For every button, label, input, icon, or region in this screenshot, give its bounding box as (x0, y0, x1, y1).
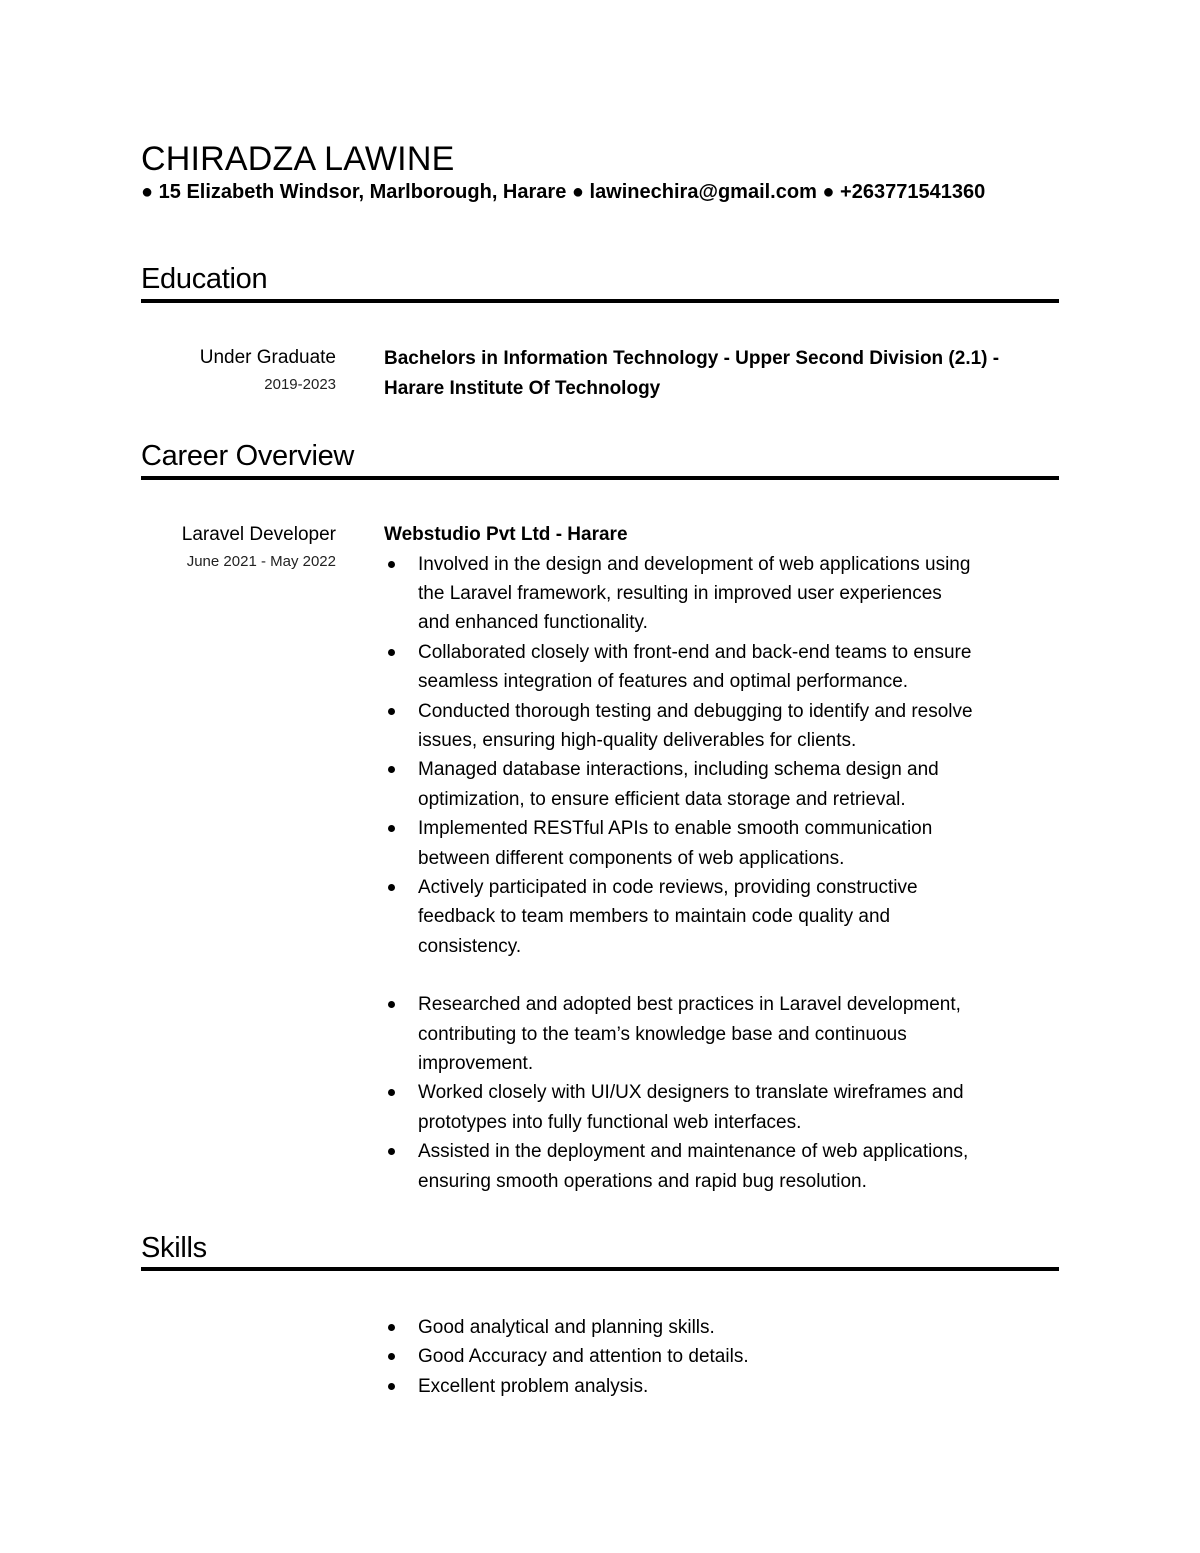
section-title-skills: Skills (141, 1232, 207, 1264)
education-meta (141, 344, 336, 398)
bullet-text-line: contributing to the team’s knowledge base and continuous (418, 1023, 907, 1045)
bullet-item (384, 1313, 1059, 1342)
section-title-education: Education (141, 263, 268, 295)
bullet-item (384, 550, 1059, 638)
education-details (384, 344, 1059, 403)
career-details (384, 520, 1059, 1196)
job-title: Laravel Developer (181, 524, 336, 545)
bullet-icon (388, 1001, 395, 1008)
education-level: Under Graduate (199, 347, 336, 368)
bullet-item (384, 873, 1059, 961)
bullet-text-line: the Laravel framework, resulting in improved user experiences (418, 582, 942, 604)
bullet-text-line: prototypes into fully functional web interfaces. (418, 1111, 802, 1133)
company-name: Webstudio Pvt Ltd - Harare (384, 524, 628, 545)
career-bullet-list (384, 990, 1059, 1196)
bullet-item (384, 1372, 1059, 1401)
bullet-text-line: Involved in the design and development of web applications using (418, 553, 971, 575)
bullet-text-line: seamless integration of features and optimal performance. (418, 671, 909, 693)
bullet-text: Good analytical and planning skills. (418, 1317, 715, 1338)
skills-details (384, 1313, 1059, 1401)
bullet-item (384, 755, 1059, 814)
bullet-icon (388, 708, 395, 715)
bullet-text-line: between different components of web applications. (418, 847, 845, 869)
bullet-icon (388, 1148, 395, 1155)
bullet-icon (388, 766, 395, 773)
candidate-name: CHIRADZA LAWINE (141, 140, 455, 178)
bullet-item (384, 697, 1059, 756)
bullet-icon (388, 825, 395, 832)
bullet-icon (388, 649, 395, 656)
bullet-icon (388, 1353, 395, 1360)
section-divider (141, 476, 1059, 480)
bullet-icon (388, 1383, 395, 1390)
education-institution: Harare Institute Of Technology (384, 377, 661, 399)
education-dates: 2019-2023 (264, 376, 336, 393)
bullet-text-line: consistency. (418, 935, 522, 957)
list-spacer (384, 961, 1059, 990)
bullet-icon (388, 1324, 395, 1331)
bullet-text-line: Actively participated in code reviews, providing constructive (418, 876, 918, 898)
bullet-text-line: Implemented RESTful APIs to enable smooth communication (418, 818, 933, 840)
bullet-item (384, 1137, 1059, 1196)
section-title-career: Career Overview (141, 440, 355, 472)
bullet-icon (388, 884, 395, 891)
bullet-text-line: issues, ensuring high-quality deliverables for clients. (418, 729, 857, 751)
bullet-text-line: improvement. (418, 1053, 534, 1074)
bullet-item (384, 1078, 1059, 1137)
bullet-text-line: Conducted thorough testing and debugging to identify and resolve (418, 700, 973, 722)
bullet-text-line: Researched and adopted best practices in Laravel development, (418, 994, 961, 1016)
bullet-item (384, 990, 1059, 1078)
bullet-icon (388, 561, 395, 568)
bullet-text-line: optimization, to ensure efficient data storage and retrieval. (418, 788, 906, 810)
education-degree: Bachelors in Information Technology - Upper Second Division (2.1) - (384, 348, 1000, 369)
contact-line: ● 15 Elizabeth Windsor, Marlborough, Harare ● lawinechira@gmail.com ● +263771541360 (141, 181, 986, 203)
bullet-icon (388, 1089, 395, 1096)
bullet-text-line: and enhanced functionality. (418, 612, 648, 634)
bullet-text: Excellent problem analysis. (418, 1375, 649, 1397)
bullet-text-line: ensuring smooth operations and rapid bug resolution. (418, 1170, 867, 1192)
career-bullet-list (384, 550, 1059, 962)
bullet-item (384, 638, 1059, 697)
bullet-text-line: Managed database interactions, including schema design and (418, 759, 939, 781)
bullet-text-line: Collaborated closely with front-end and back-end teams to ensure (418, 641, 972, 663)
skills-bullet-list (384, 1313, 1059, 1401)
section-divider (141, 299, 1059, 303)
bullet-item (384, 1342, 1059, 1371)
job-dates: June 2021 - May 2022 (186, 553, 336, 570)
bullet-text-line: Assisted in the deployment and maintenance of web applications, (418, 1141, 969, 1163)
section-divider (141, 1267, 1059, 1271)
bullet-text-line: feedback to team members to maintain code quality and (418, 906, 891, 928)
bullet-text-line: Worked closely with UI/UX designers to translate wireframes and (418, 1082, 964, 1104)
bullet-text: Good Accuracy and attention to details. (418, 1346, 749, 1368)
career-meta (141, 521, 336, 575)
bullet-item (384, 814, 1059, 873)
